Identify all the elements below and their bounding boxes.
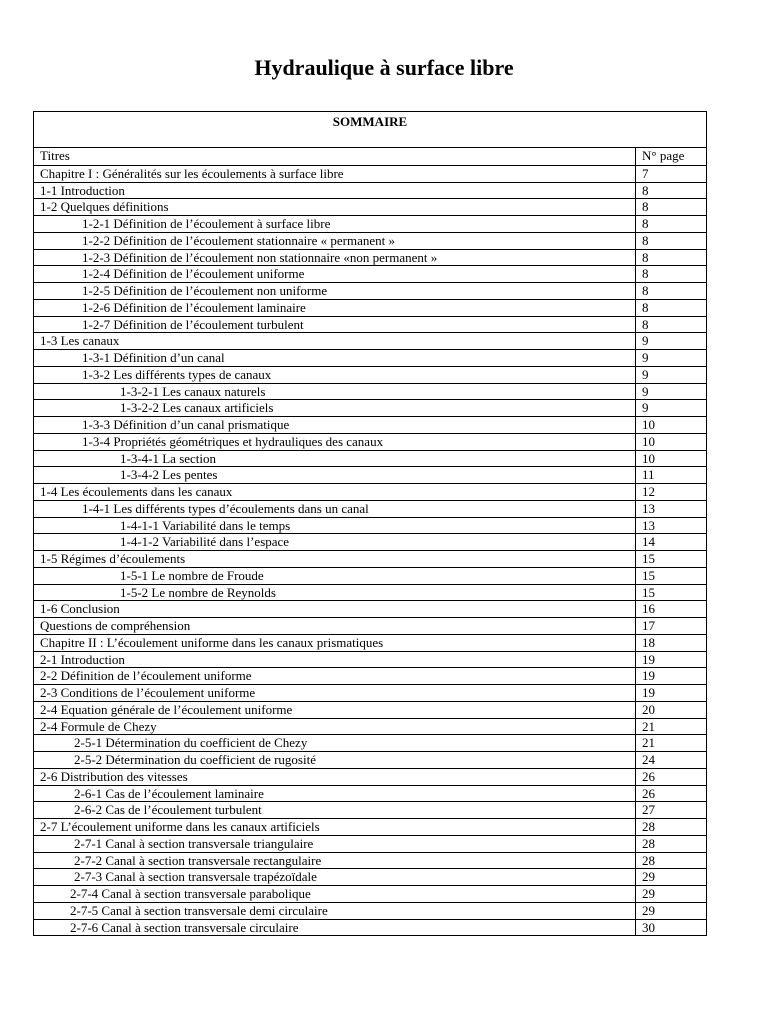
toc-entry-page: 8 bbox=[642, 283, 649, 298]
toc-entry-title: 1-2-3 Définition de l’écoulement non stationnaire «non permanent » bbox=[34, 250, 636, 266]
toc-entry-title: 1-2-7 Définition de l’écoulement turbulent bbox=[34, 317, 636, 333]
toc-row bbox=[34, 667, 706, 684]
toc-row bbox=[34, 265, 706, 282]
toc-column-header-row bbox=[34, 148, 706, 165]
toc-row bbox=[34, 349, 706, 366]
toc-row bbox=[34, 600, 706, 617]
toc-row bbox=[34, 332, 706, 349]
toc-entry-page: 29 bbox=[642, 886, 655, 901]
toc-row bbox=[34, 215, 706, 232]
toc-entry-page: 9 bbox=[642, 400, 649, 416]
toc-entry-page: 21 bbox=[642, 735, 655, 751]
toc-row bbox=[34, 801, 706, 818]
toc-entry-title: 1-3-2-1 Les canaux naturels bbox=[34, 384, 636, 400]
toc-row bbox=[34, 533, 706, 550]
toc-entry-page: 26 bbox=[642, 785, 655, 801]
toc-entry-title: 2-5-2 Détermination du coefficient de rugosité bbox=[34, 752, 636, 768]
toc-entry-page: 9 bbox=[642, 366, 649, 382]
toc-entry-title: 1-4-1-1 Variabilité dans le temps bbox=[34, 518, 636, 534]
toc-row bbox=[34, 634, 706, 651]
toc-entry-page: 9 bbox=[642, 333, 649, 349]
toc-entry-title: Chapitre II : L’écoulement uniforme dans les canaux prismatiques bbox=[34, 635, 636, 651]
toc-entry-title: 1-3 Les canaux bbox=[34, 333, 636, 349]
toc-entry-title: 1-2 Quelques définitions bbox=[34, 199, 636, 215]
toc-row bbox=[34, 701, 706, 718]
toc-row bbox=[34, 902, 706, 919]
toc-row bbox=[34, 617, 706, 634]
toc-entry-title: 2-3 Conditions de l’écoulement uniforme bbox=[34, 685, 636, 701]
column-header-title: Titres bbox=[34, 148, 636, 165]
toc-row bbox=[34, 182, 706, 199]
toc-entry-page: 29 bbox=[642, 902, 655, 918]
toc-entry-title: 2-7-5 Canal à section transversale demi circulaire bbox=[34, 903, 636, 919]
toc-entry-title: 1-2-4 Définition de l’écoulement uniforme bbox=[34, 266, 636, 282]
toc-entry-page: 10 bbox=[642, 417, 655, 432]
toc-heading: SOMMAIRE bbox=[34, 112, 706, 148]
toc-row bbox=[34, 232, 706, 249]
toc-entry-title: 1-2-1 Définition de l’écoulement à surface libre bbox=[34, 216, 636, 232]
toc-entry-title: 2-5-1 Détermination du coefficient de Chezy bbox=[34, 735, 636, 751]
toc-entry-page: 15 bbox=[642, 584, 655, 600]
toc-row bbox=[34, 868, 706, 885]
toc-row bbox=[34, 751, 706, 768]
toc-row bbox=[34, 818, 706, 835]
toc-row bbox=[34, 734, 706, 751]
toc-entry-page: 19 bbox=[642, 668, 655, 684]
toc-row bbox=[34, 433, 706, 450]
toc-entry-title: 2-6-1 Cas de l’écoulement laminaire bbox=[34, 786, 636, 802]
toc-entry-title: 1-3-2 Les différents types de canaux bbox=[34, 367, 636, 383]
toc-row bbox=[34, 517, 706, 534]
toc-row bbox=[34, 852, 706, 869]
toc-entry-page: 8 bbox=[642, 266, 649, 282]
toc-entry-title: 2-6-2 Cas de l’écoulement turbulent bbox=[34, 802, 636, 818]
toc-entry-title: 1-5 Régimes d’écoulements bbox=[34, 551, 636, 567]
toc-entry-page: 9 bbox=[642, 350, 649, 365]
toc-entry-title: 1-4-1 Les différents types d’écoulements dans un canal bbox=[34, 501, 636, 517]
toc-row bbox=[34, 316, 706, 333]
toc-entry-title: 2-1 Introduction bbox=[34, 652, 636, 668]
toc-entry-page: 8 bbox=[642, 316, 649, 332]
toc-entry-title: 2-7-6 Canal à section transversale circulaire bbox=[34, 920, 636, 936]
toc-row bbox=[34, 885, 706, 902]
toc-row bbox=[34, 684, 706, 701]
toc-entry-page: 7 bbox=[642, 165, 649, 181]
toc-row bbox=[34, 198, 706, 215]
toc-entry-page: 27 bbox=[642, 802, 655, 818]
toc-entry-page: 20 bbox=[642, 701, 655, 717]
toc-row bbox=[34, 249, 706, 266]
toc-entry-page: 12 bbox=[642, 484, 655, 499]
toc-entry-title: 2-7-2 Canal à section transversale rectangulaire bbox=[34, 853, 636, 869]
toc-row bbox=[34, 299, 706, 316]
toc-entry-title: 1-6 Conclusion bbox=[34, 601, 636, 617]
toc-entry-page: 15 bbox=[642, 551, 655, 566]
toc-entry-title: 1-4 Les écoulements dans les canaux bbox=[34, 484, 636, 500]
toc-body bbox=[34, 148, 706, 935]
toc-entry-title: 1-3-4-1 La section bbox=[34, 451, 636, 467]
toc-entry-title: Chapitre I : Généralités sur les écoulements à surface libre bbox=[34, 166, 636, 182]
toc-entry-page: 19 bbox=[642, 685, 655, 700]
toc-row bbox=[34, 718, 706, 735]
column-header-page: N° page bbox=[642, 148, 685, 163]
toc-entry-page: 18 bbox=[642, 634, 655, 650]
toc-entry-page: 10 bbox=[642, 433, 655, 449]
toc-entry-page: 8 bbox=[642, 249, 649, 265]
toc-entry-page: 15 bbox=[642, 567, 655, 583]
toc-row bbox=[34, 919, 706, 936]
toc-row bbox=[34, 500, 706, 517]
toc-entry-page: 10 bbox=[642, 450, 655, 466]
toc-entry-page: 21 bbox=[642, 718, 655, 734]
toc-entry-page: 14 bbox=[642, 534, 655, 550]
toc-entry-page: 28 bbox=[642, 819, 655, 834]
toc-entry-title: 1-3-4 Propriétés géométriques et hydrauliques des canaux bbox=[34, 434, 636, 450]
toc-entry-title: 1-1 Introduction bbox=[34, 183, 636, 199]
toc-entry-title: 1-2-5 Définition de l’écoulement non uniforme bbox=[34, 283, 636, 299]
toc-entry-title: 2-7 L’écoulement uniforme dans les canaux artificiels bbox=[34, 819, 636, 835]
toc-entry-title: 2-2 Définition de l’écoulement uniforme bbox=[34, 668, 636, 684]
toc-entry-page: 8 bbox=[642, 216, 649, 231]
toc-entry-page: 28 bbox=[642, 852, 655, 868]
toc-entry-page: 19 bbox=[642, 651, 655, 667]
toc-row bbox=[34, 416, 706, 433]
toc-entry-title: 1-2-2 Définition de l’écoulement stationnaire « permanent » bbox=[34, 233, 636, 249]
toc-row bbox=[34, 835, 706, 852]
toc-entry-page: 24 bbox=[642, 752, 655, 767]
toc-entry-title: 1-2-6 Définition de l’écoulement laminaire bbox=[34, 300, 636, 316]
toc-entry-title: 1-3-4-2 Les pentes bbox=[34, 467, 636, 483]
document-title: Hydraulique à surface libre bbox=[254, 55, 514, 80]
toc-entry-page: 16 bbox=[642, 601, 655, 617]
toc-entry-page: 29 bbox=[642, 869, 655, 885]
toc-entry-page: 8 bbox=[642, 232, 649, 248]
toc-row bbox=[34, 483, 706, 500]
toc-entry-title: Questions de compréhension bbox=[34, 618, 636, 634]
toc-row bbox=[34, 768, 706, 785]
toc-row bbox=[34, 785, 706, 802]
toc-row bbox=[34, 466, 706, 483]
toc-entry-title: 2-6 Distribution des vitesses bbox=[34, 769, 636, 785]
toc-entry-title: 2-7-3 Canal à section transversale trapézoïdale bbox=[34, 869, 636, 885]
toc-entry-title: 1-4-1-2 Variabilité dans l’espace bbox=[34, 534, 636, 550]
toc-entry-page: 9 bbox=[642, 383, 649, 399]
toc-entry-page: 26 bbox=[642, 768, 655, 784]
toc-entry-title: 1-3-2-2 Les canaux artificiels bbox=[34, 400, 636, 416]
toc-entry-page: 28 bbox=[642, 835, 655, 851]
toc-entry-title: 2-7-1 Canal à section transversale triangulaire bbox=[34, 836, 636, 852]
toc-entry-title: 1-3-3 Définition d’un canal prismatique bbox=[34, 417, 636, 433]
toc-entry-page: 17 bbox=[642, 618, 655, 633]
toc-entry-page: 11 bbox=[642, 467, 655, 483]
toc-row bbox=[34, 584, 706, 601]
toc-row bbox=[34, 165, 706, 182]
toc-row bbox=[34, 450, 706, 467]
toc-entry-page: 13 bbox=[642, 517, 655, 533]
toc-entry-page: 13 bbox=[642, 500, 655, 516]
toc-row bbox=[34, 282, 706, 299]
toc-entry-page: 8 bbox=[642, 199, 649, 215]
toc-entry-page: 8 bbox=[642, 299, 649, 315]
toc-entry-page: 8 bbox=[642, 182, 649, 198]
toc-entry-title: 1-3-1 Définition d’un canal bbox=[34, 350, 636, 366]
toc-entry-title: 1-5-2 Le nombre de Reynolds bbox=[34, 585, 636, 601]
toc-entry-title: 2-4 Formule de Chezy bbox=[34, 719, 636, 735]
toc-row bbox=[34, 550, 706, 567]
toc-entry-title: 2-4 Equation générale de l’écoulement uniforme bbox=[34, 702, 636, 718]
toc-row bbox=[34, 399, 706, 416]
toc-entry-title: 1-5-1 Le nombre de Froude bbox=[34, 568, 636, 584]
table-of-contents bbox=[33, 111, 707, 936]
toc-row bbox=[34, 366, 706, 383]
toc-entry-title: 2-7-4 Canal à section transversale parabolique bbox=[34, 886, 636, 902]
toc-row bbox=[34, 567, 706, 584]
toc-entry-page: 30 bbox=[642, 919, 655, 935]
toc-row bbox=[34, 383, 706, 400]
toc-row bbox=[34, 651, 706, 668]
